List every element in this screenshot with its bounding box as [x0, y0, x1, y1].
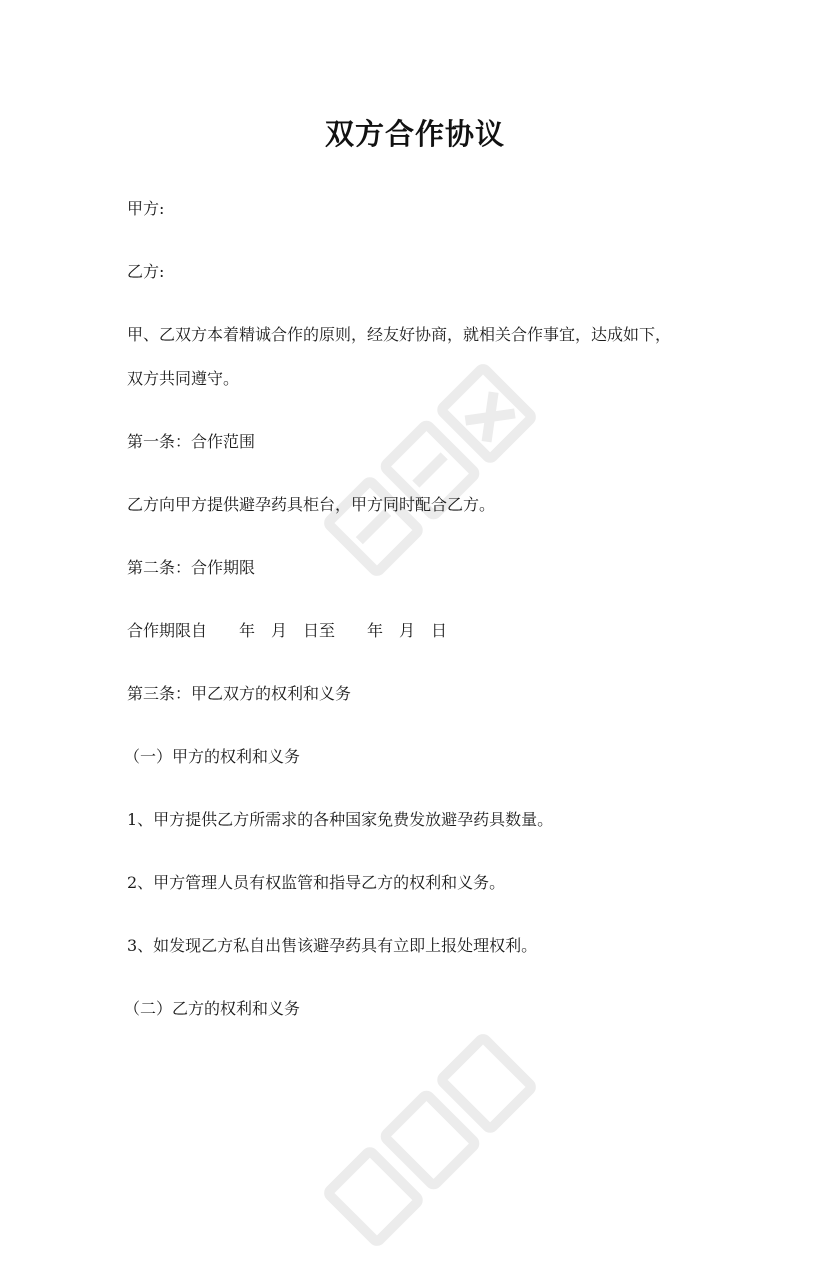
clause-2: 2、甲方管理人员有权监管和指导乙方的权利和义务。: [127, 873, 506, 892]
article-2-text: 合作期限自 年 月 日至 年 月 日: [127, 621, 448, 640]
section-1-heading: （一）甲方的权利和义务: [124, 747, 301, 766]
party-a-line: 甲方:: [127, 199, 165, 218]
party-b-line: 乙方:: [127, 262, 165, 281]
article-1-heading: 第一条：合作范围: [127, 432, 256, 451]
article-2-heading: 第二条：合作期限: [127, 558, 256, 577]
document-title: 双方合作协议: [324, 117, 505, 151]
preamble-line-1: 甲、乙双方本着精诚合作的原则，经友好协商，就相关合作事宜，达成如下，: [127, 325, 672, 344]
preamble-line-2: 双方共同遵守。: [127, 369, 240, 388]
section-2-heading: （二）乙方的权利和义务: [124, 999, 301, 1018]
clause-3: 3、如发现乙方私自出售该避孕药具有立即上报处理权利。: [127, 936, 538, 955]
article-3-heading: 第三条：甲乙双方的权利和义务: [127, 684, 352, 703]
watermark-logo-bottom: [300, 1010, 560, 1270]
article-1-text: 乙方向甲方提供避孕药具柜台，甲方同时配合乙方。: [127, 495, 496, 514]
clause-1: 1、甲方提供乙方所需求的各种国家免费发放避孕药具数量。: [127, 810, 554, 829]
watermark-logo: [300, 340, 560, 600]
